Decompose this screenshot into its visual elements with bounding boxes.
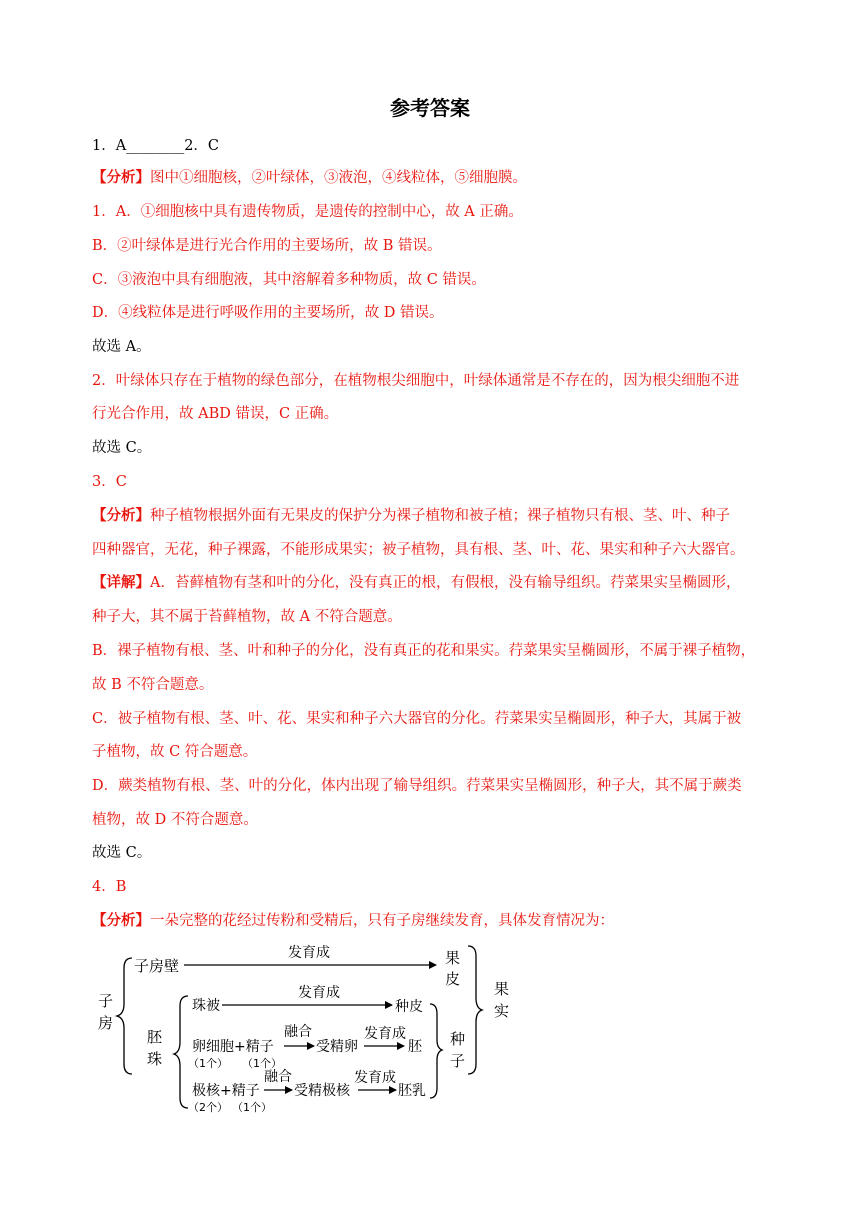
develop-label-4: 发育成 [354, 1070, 396, 1086]
develop-label-1: 发育成 [288, 945, 330, 961]
fruit-brace [468, 946, 482, 1074]
ovary-wall-label: 子房壁 [134, 957, 180, 975]
detail-q3-b-line1: B．裸子植物有根、茎、叶和种子的分化，没有真正的花和果实。荇菜果实呈椭圆形，不属于裸子植物， [92, 643, 756, 659]
seed-label-2: 子 [450, 1052, 466, 1070]
pericarp-label-1: 果 [445, 949, 461, 967]
polar-count: （2个） [188, 1101, 228, 1114]
detail-q3-b-line2: 故 B 不符合题意。 [92, 677, 214, 693]
q2-explanation-line1: 2．叶绿体只存在于植物的绿色部分，在植物根尖细胞中，叶绿体通常是不存在的，因为根尖细胞不进 [92, 373, 740, 389]
q1-choice: 故选 A。 [92, 339, 151, 355]
analysis-q3-line2: 四种器官，无花，种子裸露，不能形成果实；被子植物，具有根、茎、叶、花、果实和种子六大器官。 [92, 542, 745, 558]
answer-q4: 4．B [92, 879, 127, 895]
page-title: 参考答案 [390, 96, 470, 120]
q2-explanation-line2: 行光合作用，故 ABD 错误，C 正确。 [92, 406, 339, 422]
pericarp-label-2: 皮 [445, 970, 461, 988]
analysis-tag: 【分析】 [92, 507, 150, 524]
detail-q3-a-line1 [92, 573, 772, 593]
q1-option-b: B．②叶绿体是进行光合作用的主要场所，故 B 错误。 [92, 238, 442, 254]
fusion-label-1: 融合 [284, 1024, 312, 1040]
q1-option-d: D．④线粒体是进行呼吸作用的主要场所，故 D 错误。 [92, 305, 444, 321]
ovule-brace [174, 996, 188, 1108]
ovule-label-1: 胚 [147, 1028, 163, 1046]
detail-tag: 【详解】 [92, 574, 150, 591]
q1-option-c: C．③液泡中具有细胞液，其中溶解着多种物质，故 C 错误。 [92, 272, 486, 288]
answer-q3: 3．C [92, 474, 127, 490]
fruit-label-1: 果 [494, 980, 510, 998]
embryo-label: 胚 [408, 1039, 422, 1055]
seed-label-1: 种 [450, 1030, 466, 1048]
analysis-text: 种子植物根据外面有无果皮的保护分为裸子植物和被子植；裸子植物只有根、茎、叶、种子 [150, 508, 730, 524]
analysis-tag: 【分析】 [92, 912, 150, 929]
ovule-label-2: 珠 [147, 1050, 163, 1068]
egg-count: （1个） [188, 1057, 228, 1070]
detail-q3-c-line2: 子植物，故 C 符合题意。 [92, 744, 258, 760]
detail-text: A．苔藓植物有茎和叶的分化，没有真正的根，有假根，没有输导组织。荇菜果实呈椭圆形， [150, 575, 741, 591]
analysis-text: 图中①细胞核，②叶绿体，③液泡，④线粒体，⑤细胞膜。 [150, 170, 527, 186]
sperm-count-2: （1个） [232, 1101, 272, 1114]
egg-sperm-label: 卵细胞+精子 [192, 1039, 274, 1055]
detail-q3-c-line1: C．被子植物有根、茎、叶、花、果实和种子六大器官的分化。荇菜果实呈椭圆形，种子大，其属于被 [92, 711, 742, 727]
detail-q3-a-line2: 种子大，其不属于苔藓植物，故 A 不符合题意。 [92, 609, 402, 625]
analysis-tag: 【分析】 [92, 169, 150, 186]
polar-sperm-label: 极核+精子 [192, 1083, 260, 1099]
endosperm-label: 胚乳 [398, 1083, 426, 1099]
ovary-brace [117, 958, 132, 1074]
analysis-text: 一朵完整的花经过传粉和受精后，只有子房继续发育，具体发育情况为： [150, 913, 614, 929]
flower-development-diagram [92, 938, 512, 1123]
ovary-label-1: 子 [98, 992, 114, 1010]
analysis-q1-q2 [92, 168, 772, 188]
seed-brace [430, 1004, 442, 1098]
q3-choice: 故选 C。 [92, 845, 152, 861]
integument-label: 珠被 [192, 998, 220, 1014]
analysis-q3-line1 [92, 506, 772, 526]
detail-q3-d-line2: 植物，故 D 不符合题意。 [92, 812, 258, 828]
sperm-count-1: （1个） [242, 1057, 282, 1070]
q2-choice: 故选 C。 [92, 440, 152, 456]
ovary-label-2: 房 [98, 1014, 114, 1032]
detail-q3-d-line1: D．蕨类植物有根、茎、叶的分化，体内出现了输导组织。荇菜果实呈椭圆形，种子大，其不属于蕨类 [92, 778, 742, 794]
fusion-label-2: 融合 [264, 1069, 292, 1085]
answers-q1-q2: 1．A________2．C [92, 138, 220, 154]
q1-option-a: 1．A．①细胞核中具有遗传物质，是遗传的控制中心，故 A 正确。 [92, 204, 523, 220]
seed-coat-label: 种皮 [395, 999, 423, 1015]
develop-label-3: 发育成 [364, 1026, 406, 1042]
fertilized-polar-label: 受精极核 [294, 1083, 350, 1099]
develop-label-2: 发育成 [298, 985, 340, 1001]
fruit-label-2: 实 [494, 1002, 510, 1020]
zygote-label: 受精卵 [316, 1039, 358, 1055]
analysis-q4 [92, 911, 772, 931]
